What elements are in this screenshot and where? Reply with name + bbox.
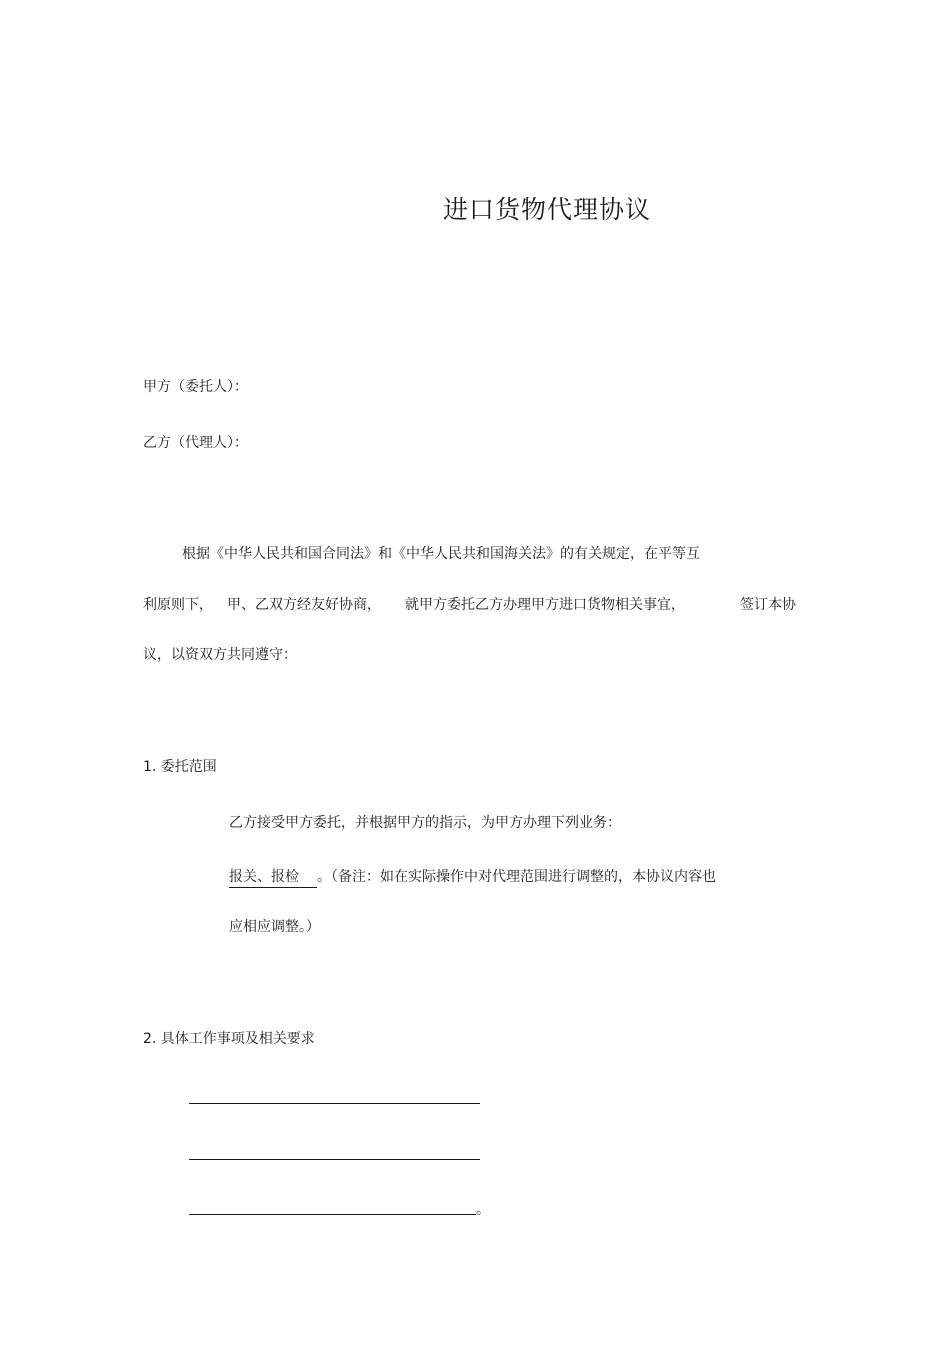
- party-a-label: 甲方（委托人）：: [143, 379, 248, 395]
- preamble-line-2-part-3: 就甲方委托乙方办理甲方进口货物相关事宜，: [405, 597, 685, 613]
- section-1-heading: 1. 委托范围: [143, 759, 217, 775]
- document-title: 进口货物代理协议: [443, 195, 652, 224]
- scope-note-line-1: 。（备注：如在实际操作中对代理范围进行调整的，本协议内容也: [317, 869, 716, 885]
- section-2-heading: 2. 具体工作事项及相关要求: [143, 1031, 315, 1047]
- preamble-line-2-part-1: 利原则下，: [143, 597, 213, 613]
- blank-line-2: [189, 1159, 480, 1160]
- preamble-line-2-part-4: 签订本协: [740, 597, 796, 613]
- blank-line-3: [189, 1214, 476, 1215]
- scope-line: [229, 867, 716, 888]
- scope-note-line-2: 应相应调整。）: [229, 919, 320, 935]
- preamble-line-1: 根据《中华人民共和国合同法》和《中华人民共和国海关法》的有关规定，在平等互: [182, 546, 700, 562]
- preamble-line-2-part-2: 甲、乙双方经友好协商，: [227, 597, 381, 613]
- blank-line-3-end-mark: 。: [476, 1202, 490, 1218]
- section-1-body: 乙方接受甲方委托，并根据甲方的指示，为甲方办理下列业务：: [229, 815, 621, 831]
- scope-value-field: 报关、报检: [229, 868, 317, 888]
- blank-line-1: [189, 1103, 480, 1104]
- preamble-line-3: 议，以资双方共同遵守：: [143, 647, 297, 663]
- party-b-label: 乙方（代理人）：: [143, 435, 248, 451]
